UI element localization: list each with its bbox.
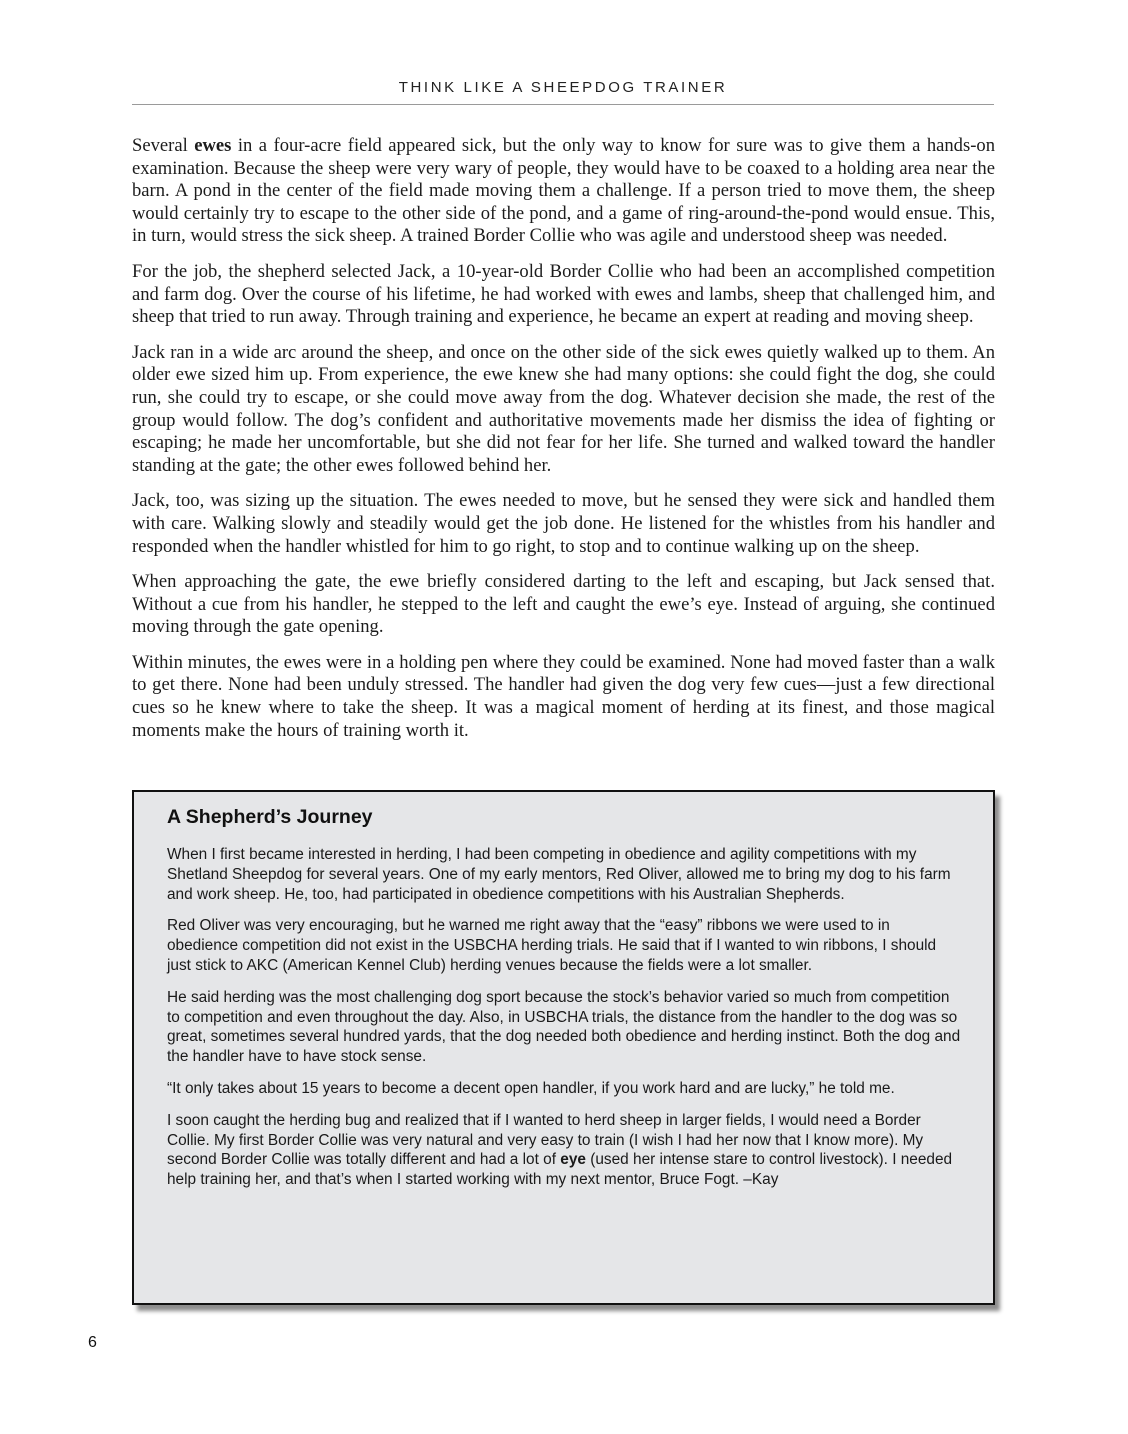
sidebar-body	[167, 845, 961, 1190]
running-head: THINK LIKE A SHEEPDOG TRAINER	[398, 79, 728, 96]
paragraph-5: When approaching the gate, the ewe briefly considered darting to the left and escaping, but Jack sensed that. Without a cue from his handler, he stepped to the left and caught the ewe’s eye. Instead of arguing, she continued moving through the gate opening.	[132, 571, 995, 638]
sidebar-paragraph-4: “It only takes about 15 years to become a decent open handler, if you work hard and are lucky,” he told me.	[167, 1079, 895, 1097]
paragraph-6: Within minutes, the ewes were in a holding pen where they could be examined. None had moved faster than a walk to get there. None had been unduly stressed. The handler had given the dog very few cues—just a few directional cues so he knew where to take the sheep. It was a magical moment of herding at its finest, and those magical moments make the hours of training worth it.	[132, 651, 995, 741]
sidebar-paragraph-2: Red Oliver was very encouraging, but he warned me right away that the “easy” ribbons we were used to in obedience competition did not exist in the USBCHA herding trials. He said that if I wanted to win ribbons, I should just stick to AKC (American Kennel Club) herding venues because the fields were a lot smaller.	[167, 917, 937, 974]
page-number: 6	[88, 1334, 97, 1351]
sidebar-title: A Shepherd’s Journey	[167, 806, 373, 828]
paragraph-3: Jack ran in a wide arc around the sheep, and once on the other side of the sick ewes quietly walked up to them. An older ewe sized him up. From experience, the ewe knew she had many options: she could fight the dog, she could run, she could try to escape, or she could move away from the dog. Whatever decision she made, the rest of the group would follow. The dog’s confident and authoritative movements made her dismiss the idea of fighting or escaping; he made her uncomfortable, but she did not fear for her life. She turned and walked toward the handler standing at the gate; the other ewes followed behind her.	[132, 341, 995, 476]
sidebar-paragraph-5	[167, 1111, 961, 1190]
paragraph-4: Jack, too, was sizing up the situation. The ewes needed to move, but he sensed they were sick and handled them with care. Walking slowly and steadily would get the job done. He listened for the whistles from his handler and responded when the handler whistled for him to go right, to stop and to continue walking up on the sheep.	[132, 490, 995, 557]
main-text	[132, 135, 995, 755]
paragraph-1	[132, 135, 995, 248]
glossary-term-ewes: ewes	[194, 135, 232, 156]
header-rule	[132, 104, 994, 105]
sidebar-paragraph-5-rest: (used her intense stare to control livestock). I needed help training her, and that’s when I started working with my next mentor, Bruce Fogt. –Kay	[167, 1151, 953, 1189]
paragraph-2: For the job, the shepherd selected Jack, a 10-year-old Border Collie who had been an accomplished competition and farm dog. Over the course of his lifetime, he had worked with ewes and lambs, sheep that challenged him, and sheep that tried to run away. Through training and experience, he became an expert at reading and moving sheep.	[132, 260, 995, 328]
sidebar-paragraph-3: He said herding was the most challenging dog sport because the stock’s behavior varied so much from competition to competition and even throughout the day. Also, in USBCHA trials, the distance from the handler to the dog was so great, sometimes several hundred yards, that the dog needed both obedience and herding instinct. Both the dog and the handler have to have stock sense.	[167, 988, 961, 1066]
paragraph-1-start: Several	[132, 135, 195, 156]
sidebar-paragraph-5-start: I soon caught the herding bug and realized that if I wanted to herd sheep in larger fields, I would need a Border Collie. My first Border Collie was very natural and very easy to train (I wish I had her now that I know more). My second Border Collie was totally different and had a lot of	[167, 1111, 924, 1169]
paragraph-1-rest: in a four-acre field appeared sick, but the only way to know for sure was to give them a hands-on examination. Because the sheep were very wary of people, they would have to be coaxed to a holding area near the barn. A pond in the center of the field made moving them a challenge. If a person tried to move them, the sheep would certainly try to escape to the other side of the pond, and a game of ring-around-the-pond would ensue. This, in turn, would stress the sick sheep. A trained Border Collie who was agile and understood sheep was needed.	[132, 135, 995, 247]
glossary-term-eye: eye	[560, 1151, 586, 1169]
sidebar-box	[132, 790, 995, 1305]
sidebar-paragraph-1: When I first became interested in herding, I had been competing in obedience and agility competitions with my Shetland Sheepdog for several years. One of my early mentors, Red Oliver, allowed me to bring my dog to his farm and work sheep. He, too, had participated in obedience competitions with his Australian Shepherds.	[167, 846, 951, 903]
